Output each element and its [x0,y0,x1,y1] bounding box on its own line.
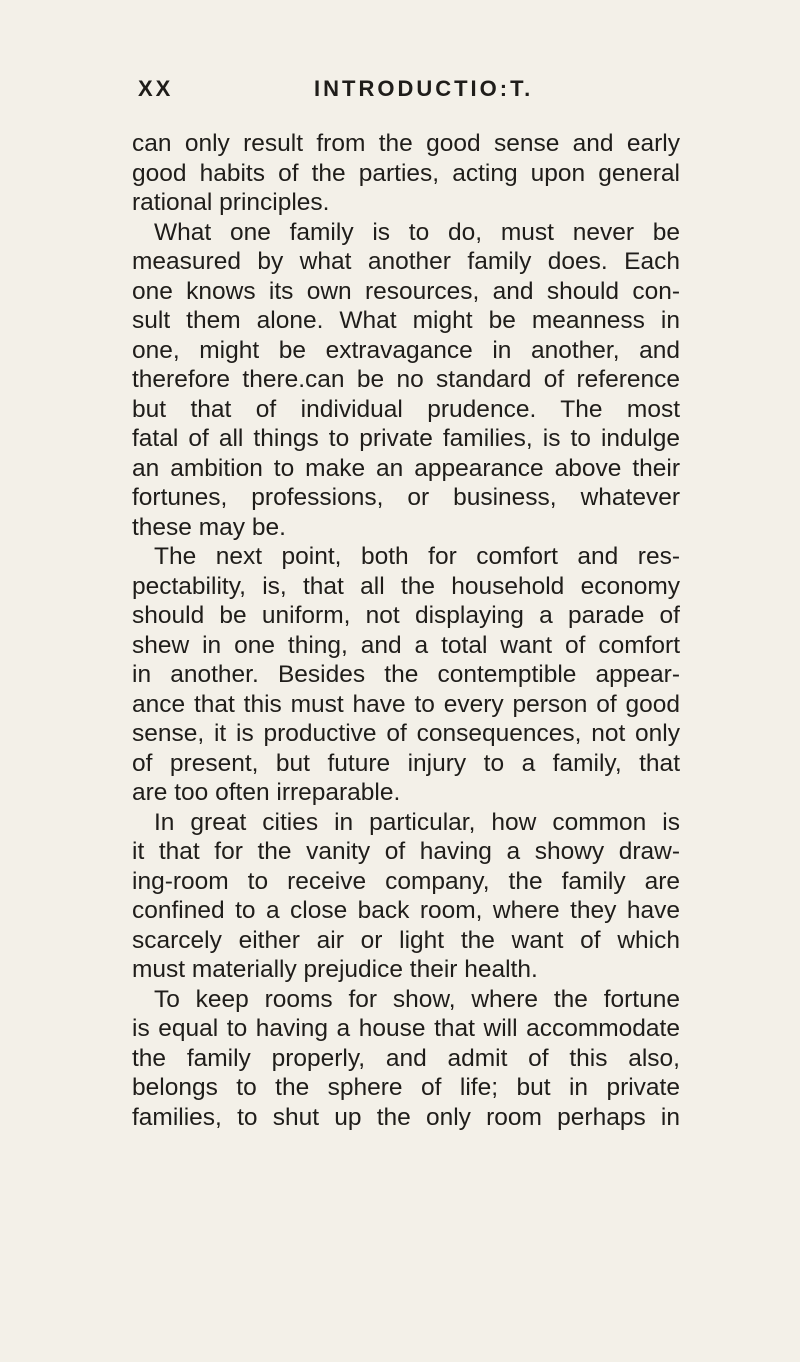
text-line: ing-room to receive company, the family are [132,867,680,895]
text-line: shew in one thing, and a total want of comfort [132,631,680,659]
text-line: must materially prejudice their health. [132,956,538,983]
text-line: What one family is to do, must never be [154,218,680,246]
text-line: one knows its own resources, and should con- [132,277,680,305]
text-line: sult them alone. What might be meanness in [132,307,680,334]
text-line: In great cities in particular, how common is [154,808,680,836]
text-line: To keep rooms for show, where the fortune [154,985,680,1013]
text-line: fortunes, professions, or business, whatever [132,484,680,511]
page-number: XX [138,76,174,101]
text-line: of present, but future injury to a family, that [132,749,680,777]
text-line: these may be. [132,513,286,541]
text-line: ance that this must have to every person of good [132,690,680,718]
text-line: are too often irreparable. [132,779,401,806]
text-line: fatal of all things to private families, is to indulge [132,425,680,452]
text-line: good habits of the parties, acting upon general [132,159,680,187]
body-text [132,129,680,1132]
text-line: an ambition to make an appearance above their [132,454,680,482]
text-line: The next point, both for comfort and res- [154,543,680,570]
text-line: families, to shut up the only room perhaps in [132,1103,680,1131]
text-line: but that of individual prudence. The most [132,395,680,423]
running-head [128,76,668,106]
text-line: sense, it is productive of consequences, not only [132,720,680,747]
text-line: measured by what another family does. Each [132,248,680,275]
text-line: scarcely either air or light the want of which [132,926,680,954]
text-line: can only result from the good sense and early [132,130,680,157]
text-line: pectability, is, that all the household economy [132,572,680,600]
running-head-title: INTRODUCTIO:T. [314,76,534,101]
text-line: belongs to the sphere of life; but in private [132,1074,680,1101]
text-line: should be uniform, not displaying a parade of [132,602,680,629]
text-line: one, might be extravagance in another, and [132,336,680,364]
text-line: the family properly, and admit of this also, [132,1044,680,1072]
text-line: in another. Besides the contemptible appear- [132,661,680,688]
text-line: it that for the vanity of having a showy draw- [132,838,680,865]
text-line: is equal to having a house that will accommodate [132,1015,680,1042]
text-line: therefore there.can be no standard of reference [132,366,680,393]
text-line: confined to a close back room, where they have [132,897,680,924]
text-line: rational principles. [132,189,330,216]
